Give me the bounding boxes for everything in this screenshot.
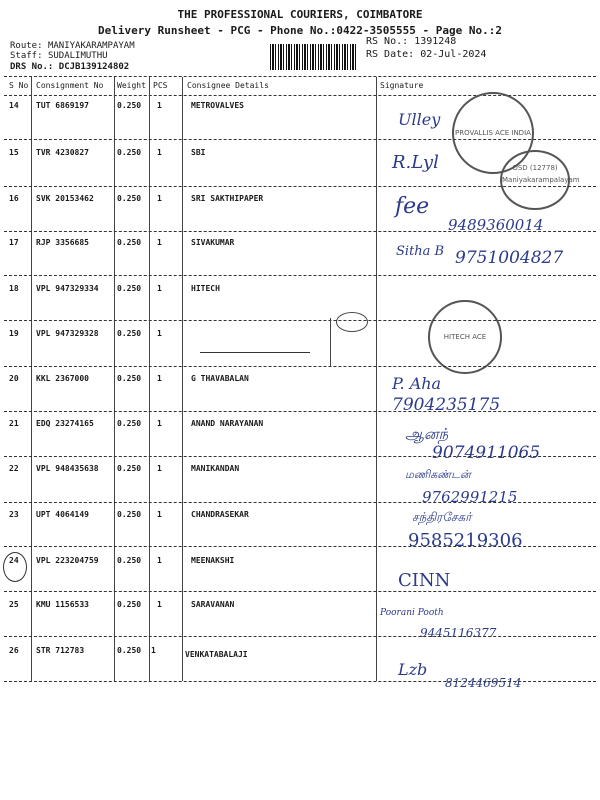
row-weight: 0.250 [117,238,142,247]
phone-number: 9445116377 [420,626,497,640]
row-consignee: MEENAKSHI [191,556,235,565]
row-weight: 0.250 [117,194,142,203]
row-separator [4,636,596,637]
row-weight: 0.250 [117,556,142,565]
row-pcs: 1 [151,646,156,655]
signature: CINN [398,570,451,591]
row-sno: 17 [9,238,19,247]
signature: fee [395,194,430,219]
row-sno: 25 [9,600,19,609]
route-line [10,41,135,51]
phone-number: 9074911065 [432,443,541,463]
row-sno: 26 [9,646,19,655]
row-sno: 20 [9,374,19,383]
drs-line [10,62,129,72]
row-weight: 0.250 [117,284,142,293]
row-consignment: KMU 1156533 [36,600,89,609]
row-sno: 18 [9,284,19,293]
row-consignee: HITECH [191,284,220,293]
signature: Sitha B [396,244,445,259]
row-weight: 0.250 [117,419,142,428]
row-weight: 0.250 [117,148,142,157]
col-weight: Weight [117,81,146,90]
row-sno: 15 [9,148,19,157]
row-weight: 0.250 [117,600,142,609]
signature: மணிகண்டன் [405,468,471,481]
row-pcs: 1 [157,464,162,473]
col-sno: S No [9,81,29,90]
phone-number: 9762991215 [422,488,518,506]
row-separator [4,231,596,232]
row-consignment: VPL 948435638 [36,464,99,473]
row-pcs: 1 [157,194,162,203]
row-pcs: 1 [157,374,162,383]
rs-date-line [366,49,486,60]
signature-stroke [330,318,331,366]
row-consignee: G THAVABALAN [191,374,249,383]
signature-scribble [336,312,368,332]
row-separator [4,275,596,276]
route-label: Route: [10,41,43,51]
row-pcs: 1 [157,101,162,110]
signature-stroke [200,352,310,353]
row-consignee: VENKATABALAJI [185,650,248,659]
company-title: THE PROFESSIONAL COURIERS, COIMBATORE [177,8,423,21]
phone-number: 9585219306 [408,530,523,551]
row-sno: 22 [9,464,19,473]
row-separator [4,366,596,367]
row-separator [4,139,596,140]
row-sno: 14 [9,101,19,110]
row-consignee: CHANDRASEKAR [191,510,249,519]
signature: சந்திரசேகர் [412,510,472,524]
signature: Ulley [398,110,441,129]
signature: P. Aha [392,374,442,393]
row-consignment: UPT 4064149 [36,510,89,519]
row-separator [4,681,596,682]
signature: Lzb [398,660,428,679]
row-consignment: VPL 947329328 [36,329,99,338]
col-consignment: Consignment No [36,81,104,90]
row-weight: 0.250 [117,329,142,338]
staff-value: SUDALIMUTHU [47,51,108,61]
drs-value: DCJB139124802 [58,62,130,72]
row-weight: 0.250 [117,101,142,110]
rs-no-value: 1391248 [414,36,457,47]
row-separator [4,502,596,503]
row-consignment: SVK 20153462 [36,194,94,203]
row-consignee: ANAND NARAYANAN [191,419,264,428]
staff-label: Staff: [10,51,43,61]
col-signature: Signature [380,81,424,90]
phone-number: 7904235175 [392,395,501,415]
round-stamp: OSD (12778) Maniyakarampalayam [500,150,570,210]
row-pcs: 1 [157,284,162,293]
drs-label: DRS No.: [10,62,54,72]
phone-number: 9489360014 [448,216,544,234]
row-sno: 21 [9,419,19,428]
header-top-rule [4,76,596,77]
row-consignment: EDQ 23274165 [36,419,94,428]
row-separator [4,320,596,321]
row-weight: 0.250 [117,646,142,655]
col-consignee: Consignee Details [187,81,269,90]
signature: Poorani Pooth [380,608,444,618]
row-consignment: VPL 223204759 [36,556,99,565]
row-separator [4,456,596,457]
phone-number: 9751004827 [455,248,564,268]
round-stamp: HITECH ACE [428,300,502,374]
row-separator [4,546,596,547]
phone-number: 8124469514 [445,676,522,690]
row-consignment: TVR 4230827 [36,148,89,157]
row-consignee: SARAVANAN [191,600,235,609]
row-consignment: RJP 3356685 [36,238,89,247]
row-consignment: STR 712783 [36,646,85,655]
row-consignee: METROVALVES [191,101,244,110]
row-separator [4,186,596,187]
row-pcs: 1 [157,510,162,519]
row-pcs: 1 [157,600,162,609]
row-sno: 23 [9,510,19,519]
barcode [270,44,358,70]
col-pcs: PCS [153,81,168,90]
row-sno: 19 [9,329,19,338]
signature: R.Lyl [392,152,439,173]
row-pcs: 1 [157,419,162,428]
route-value: MANIYAKARAMPAYAM [47,41,135,51]
runsheet-subtitle: Delivery Runsheet - PCG - Phone No.:0422-3505555 - Page No.:2 [98,24,502,37]
row-sno: 24 [9,556,19,565]
row-weight: 0.250 [117,510,142,519]
round-stamp: PROVALLIS ACE INDIA [452,92,534,174]
row-pcs: 1 [157,238,162,247]
row-separator [4,591,596,592]
rs-no-line [366,36,456,47]
row-consignment: KKL 2367000 [36,374,89,383]
rs-date-value: 02-Jul-2024 [420,49,487,60]
rs-date-label: RS Date: [366,49,415,60]
row-weight: 0.250 [117,464,142,473]
row-pcs: 1 [157,148,162,157]
row-separator [4,411,596,412]
signature: ஆனந் [405,425,449,443]
row-consignment: VPL 947329334 [36,284,99,293]
staff-line [10,51,108,61]
row-consignment: TUT 6869197 [36,101,89,110]
row-pcs: 1 [157,556,162,565]
row-consignee: SRI SAKTHIPAPER [191,194,264,203]
row-sno: 16 [9,194,19,203]
row-consignee: MANIKANDAN [191,464,240,473]
rs-no-label: RS No.: [366,36,409,47]
row-pcs: 1 [157,329,162,338]
row-consignee: SIVAKUMAR [191,238,235,247]
row-consignee: SBI [191,148,206,157]
row-weight: 0.250 [117,374,142,383]
